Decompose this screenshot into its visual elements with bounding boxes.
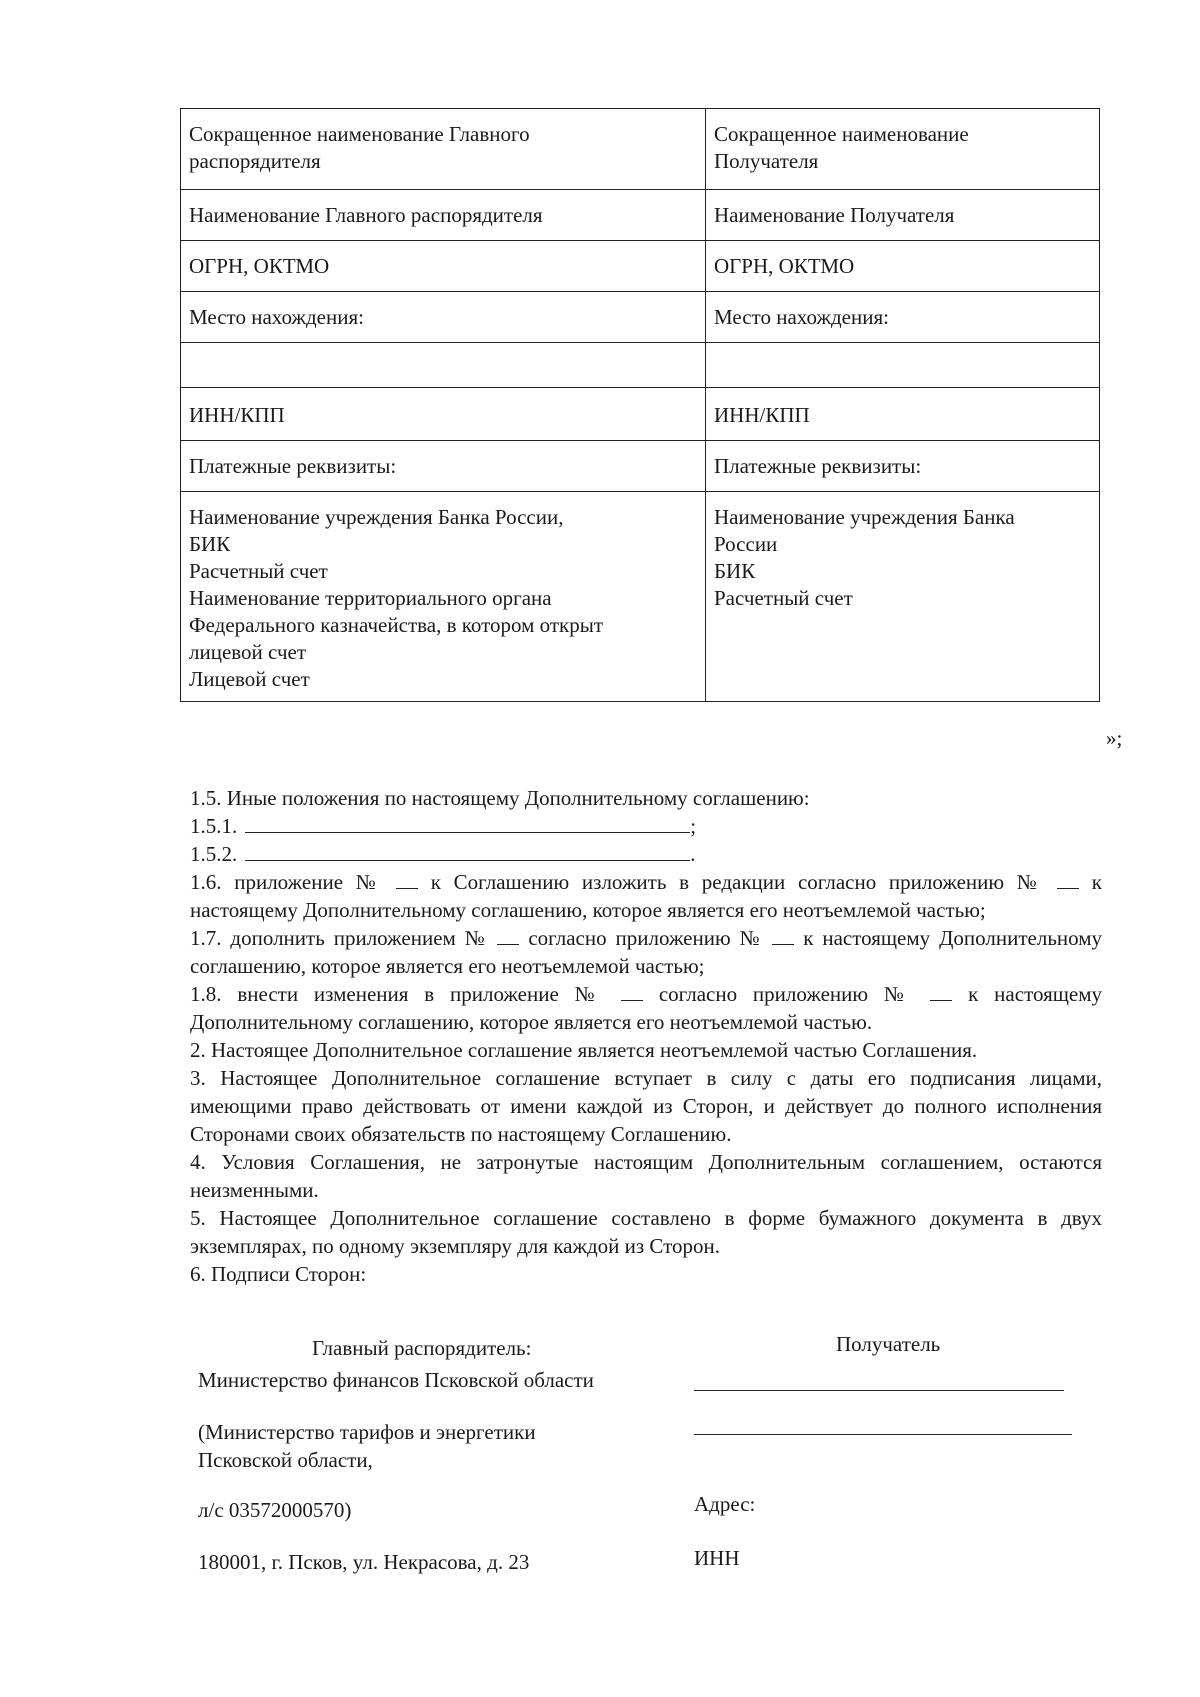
cell-text: распорядителя	[189, 149, 321, 173]
closing-quote: »;	[1106, 726, 1123, 750]
cell-text: Наименование территориального органа	[189, 586, 552, 610]
cell-text: ИНН/КПП	[189, 403, 285, 427]
left-cell	[181, 241, 706, 292]
clause-text: 1.7. дополнить приложением №	[190, 926, 489, 950]
cell-text: Получателя	[714, 149, 819, 173]
cell-text: БИК	[189, 532, 231, 556]
cell-text: ОГРН, ОКТМО	[189, 254, 330, 278]
clause-1-6	[190, 868, 1102, 924]
cell-text: Лицевой счет	[189, 667, 310, 691]
cell-text: Место нахождения:	[714, 305, 889, 329]
clause-text: к настоящему Дополнительному соглашению, которое является его неотъемлемой частью.	[190, 982, 1103, 1034]
clause-end: ;	[690, 814, 697, 838]
right-address-label: Адрес:	[694, 1492, 756, 1516]
right-cell	[706, 388, 1100, 441]
left-cell	[181, 492, 706, 702]
cell-text: Сокращенное наименование	[714, 122, 969, 146]
cell-text: Федерального казначейства, в котором открыт	[189, 613, 604, 637]
blank-field	[930, 982, 952, 1001]
blank-field	[621, 982, 643, 1001]
right-cell	[706, 441, 1100, 492]
cell-text: Наименование учреждения Банка России,	[189, 505, 564, 529]
blank-field	[396, 870, 418, 889]
table-row	[181, 343, 1100, 388]
table-row	[181, 388, 1100, 441]
cell-text: Расчетный счет	[189, 559, 328, 583]
clause-text: 1.6. приложение №	[190, 870, 384, 894]
clause-6: 6. Подписи Сторон:	[190, 1262, 367, 1286]
cell-text: Наименование Получателя	[714, 203, 955, 227]
left-cell	[181, 388, 706, 441]
left-signatory-title: Главный распорядитель:	[312, 1336, 532, 1360]
cell-text: ОГРН, ОКТМО	[714, 254, 855, 278]
clause-1-7	[190, 924, 1102, 980]
signature-line	[694, 1390, 1064, 1391]
table-row	[181, 292, 1100, 343]
cell-text: Место нахождения:	[189, 305, 364, 329]
clause-number: 1.5.1.	[190, 814, 238, 838]
left-cell	[181, 441, 706, 492]
left-signatory-sub2: Псковской области,	[198, 1448, 373, 1472]
left-signatory-org: Министерство финансов Псковской области	[198, 1368, 594, 1392]
clause-1-5: 1.5. Иные положения по настоящему Дополнительному соглашению:	[190, 786, 810, 810]
cell-text: Расчетный счет	[714, 586, 853, 610]
clause-number: 1.5.2.	[190, 842, 238, 866]
left-cell	[181, 292, 706, 343]
clause-3: 3. Настоящее Дополнительное соглашение вступает в силу с даты его подписания лицами, имеющими право действовать от имени каждой из Сторон, и действует до полного исполнения Сторонами своих обязательств по настоящему Соглашению.	[190, 1066, 1102, 1146]
clause-1-5-2	[190, 840, 1102, 868]
left-account: л/с 03572000570)	[198, 1498, 352, 1522]
cell-text: Сокращенное наименование Главного	[189, 122, 530, 146]
table-row	[181, 441, 1100, 492]
blank-field	[497, 926, 519, 945]
clause-4: 4. Условия Соглашения, не затронутые настоящим Дополнительным соглашением, остаются неизменными.	[190, 1150, 1102, 1202]
left-cell	[181, 109, 706, 190]
clause-5: 5. Настоящее Дополнительное соглашение составлено в форме бумажного документа в двух экземплярах, по одному экземпляру для каждой из Сторон.	[190, 1206, 1102, 1258]
right-cell	[706, 292, 1100, 343]
clause-1-8	[190, 980, 1102, 1036]
right-cell	[706, 343, 1100, 388]
fill-line	[245, 840, 690, 861]
right-cell	[706, 492, 1100, 702]
clause-2: 2. Настоящее Дополнительное соглашение является неотъемлемой частью Соглашения.	[190, 1038, 978, 1062]
table-row	[181, 241, 1100, 292]
right-signatory-title: Получатель	[836, 1332, 941, 1356]
clause-1-5-1	[190, 812, 1102, 840]
clause-text: к Соглашению изложить в редакции согласно приложению №	[430, 870, 1045, 894]
cell-text: Платежные реквизиты:	[189, 454, 397, 478]
left-address: 180001, г. Псков, ул. Некрасова, д. 23	[198, 1550, 530, 1574]
table-row	[181, 109, 1100, 190]
blank-field	[772, 926, 794, 945]
clause-text: к настоящему Дополнительному соглашению, которое является его неотъемлемой частью;	[190, 870, 1102, 922]
table-row	[181, 492, 1100, 702]
right-cell	[706, 190, 1100, 241]
cell-text: ИНН/КПП	[714, 403, 810, 427]
fill-line	[245, 812, 690, 833]
left-signatory-sub1: (Министерство тарифов и энергетики	[198, 1420, 536, 1444]
left-cell	[181, 343, 706, 388]
clause-end: .	[690, 842, 696, 866]
cell-text: Наименование учреждения Банка	[714, 505, 1015, 529]
cell-text: Наименование Главного распорядителя	[189, 203, 543, 227]
clause-text: согласно приложению №	[528, 926, 764, 950]
requisites-table	[180, 108, 1100, 702]
clause-text: к настоящему Дополнительному соглашению, которое является его неотъемлемой частью;	[190, 926, 1103, 978]
blank-field	[1057, 870, 1079, 889]
cell-text: БИК	[714, 559, 756, 583]
cell-text: Платежные реквизиты:	[714, 454, 922, 478]
right-cell	[706, 109, 1100, 190]
right-inn-label: ИНН	[694, 1546, 740, 1570]
left-cell	[181, 190, 706, 241]
clause-text: 1.8. внести изменения в приложение №	[190, 982, 606, 1006]
clauses-section	[190, 784, 1102, 1288]
table-row	[181, 190, 1100, 241]
right-cell	[706, 241, 1100, 292]
clause-text: согласно приложению №	[658, 982, 915, 1006]
signature-line	[694, 1434, 1072, 1435]
cell-text: России	[714, 532, 778, 556]
cell-text: лицевой счет	[189, 640, 306, 664]
